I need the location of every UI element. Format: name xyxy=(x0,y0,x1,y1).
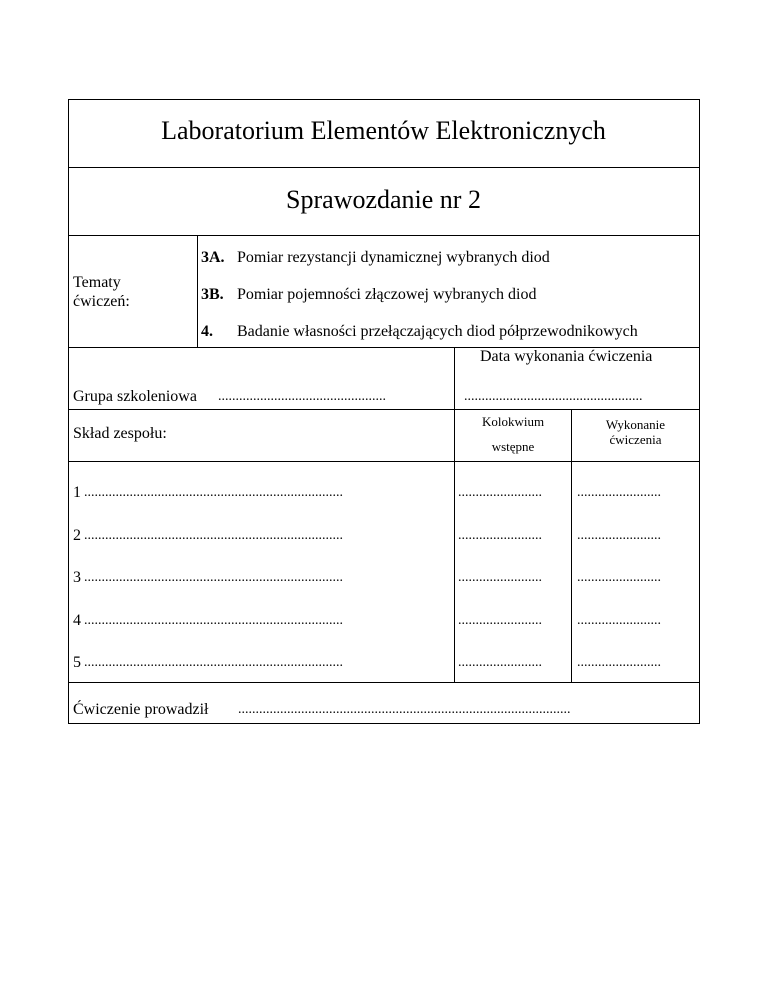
team-label: Skład zespołu: xyxy=(73,425,167,442)
member-name-field[interactable]: .......................................................................... xyxy=(84,485,343,500)
divider-team-header xyxy=(68,461,700,462)
member-number: 1 xyxy=(73,484,81,501)
divider-report xyxy=(68,235,700,236)
colloquium-header-line2: wstępne xyxy=(491,439,535,454)
topic-number: 4. xyxy=(201,323,213,340)
execution-header-line1: Wykonanie xyxy=(605,417,666,432)
topics-label-line2: ćwiczeń: xyxy=(73,293,130,310)
divider-topics-vertical xyxy=(197,235,198,348)
execution-field[interactable]: ........................ xyxy=(577,655,661,670)
member-number: 3 xyxy=(73,569,81,586)
colloquium-field[interactable]: ........................ xyxy=(458,528,542,543)
border-bottom xyxy=(68,723,700,724)
colloquium-field[interactable]: ........................ xyxy=(458,613,542,628)
execution-field[interactable]: ........................ xyxy=(577,613,661,628)
member-number: 5 xyxy=(73,654,81,671)
member-name-field[interactable]: .......................................................................... xyxy=(84,655,343,670)
lab-title: Laboratorium Elementów Elektronicznych xyxy=(161,116,606,145)
instructor-label: Ćwiczenie prowadził xyxy=(73,701,209,718)
execution-field[interactable]: ........................ xyxy=(577,485,661,500)
topic-text: Badanie własności przełączających diod półprzewodnikowych xyxy=(237,323,638,340)
member-name-field[interactable]: .......................................................................... xyxy=(84,613,343,628)
divider-col1 xyxy=(454,347,455,683)
divider-title xyxy=(68,167,700,168)
divider-footer xyxy=(68,682,700,683)
divider-group xyxy=(68,409,700,410)
group-label: Grupa szkoleniowa xyxy=(73,388,197,405)
execution-field[interactable]: ........................ xyxy=(577,528,661,543)
topic-text: Pomiar rezystancji dynamicznej wybranych diod xyxy=(237,249,550,266)
border-right xyxy=(699,99,700,724)
execution-header-line2: ćwiczenia xyxy=(609,432,662,447)
topic-number: 3A. xyxy=(201,249,225,266)
member-name-field[interactable]: .......................................................................... xyxy=(84,570,343,585)
colloquium-field[interactable]: ........................ xyxy=(458,485,542,500)
date-field[interactable]: ................................................... xyxy=(464,389,643,404)
border-top xyxy=(68,99,700,100)
divider-col2 xyxy=(571,409,572,683)
date-label: Data wykonania ćwiczenia xyxy=(480,348,653,365)
topics-label-line1: Tematy xyxy=(73,274,121,291)
topic-number: 3B. xyxy=(201,286,224,303)
report-title: Sprawozdanie nr 2 xyxy=(286,185,481,214)
colloquium-header-line1: Kolokwium xyxy=(481,414,545,429)
member-number: 4 xyxy=(73,612,81,629)
member-number: 2 xyxy=(73,527,81,544)
group-field[interactable]: ................................................ xyxy=(218,389,386,404)
colloquium-field[interactable]: ........................ xyxy=(458,570,542,585)
instructor-field[interactable]: ............................................................................................... xyxy=(238,702,571,717)
member-name-field[interactable]: .......................................................................... xyxy=(84,528,343,543)
topic-text: Pomiar pojemności złączowej wybranych diod xyxy=(237,286,537,303)
colloquium-field[interactable]: ........................ xyxy=(458,655,542,670)
execution-field[interactable]: ........................ xyxy=(577,570,661,585)
